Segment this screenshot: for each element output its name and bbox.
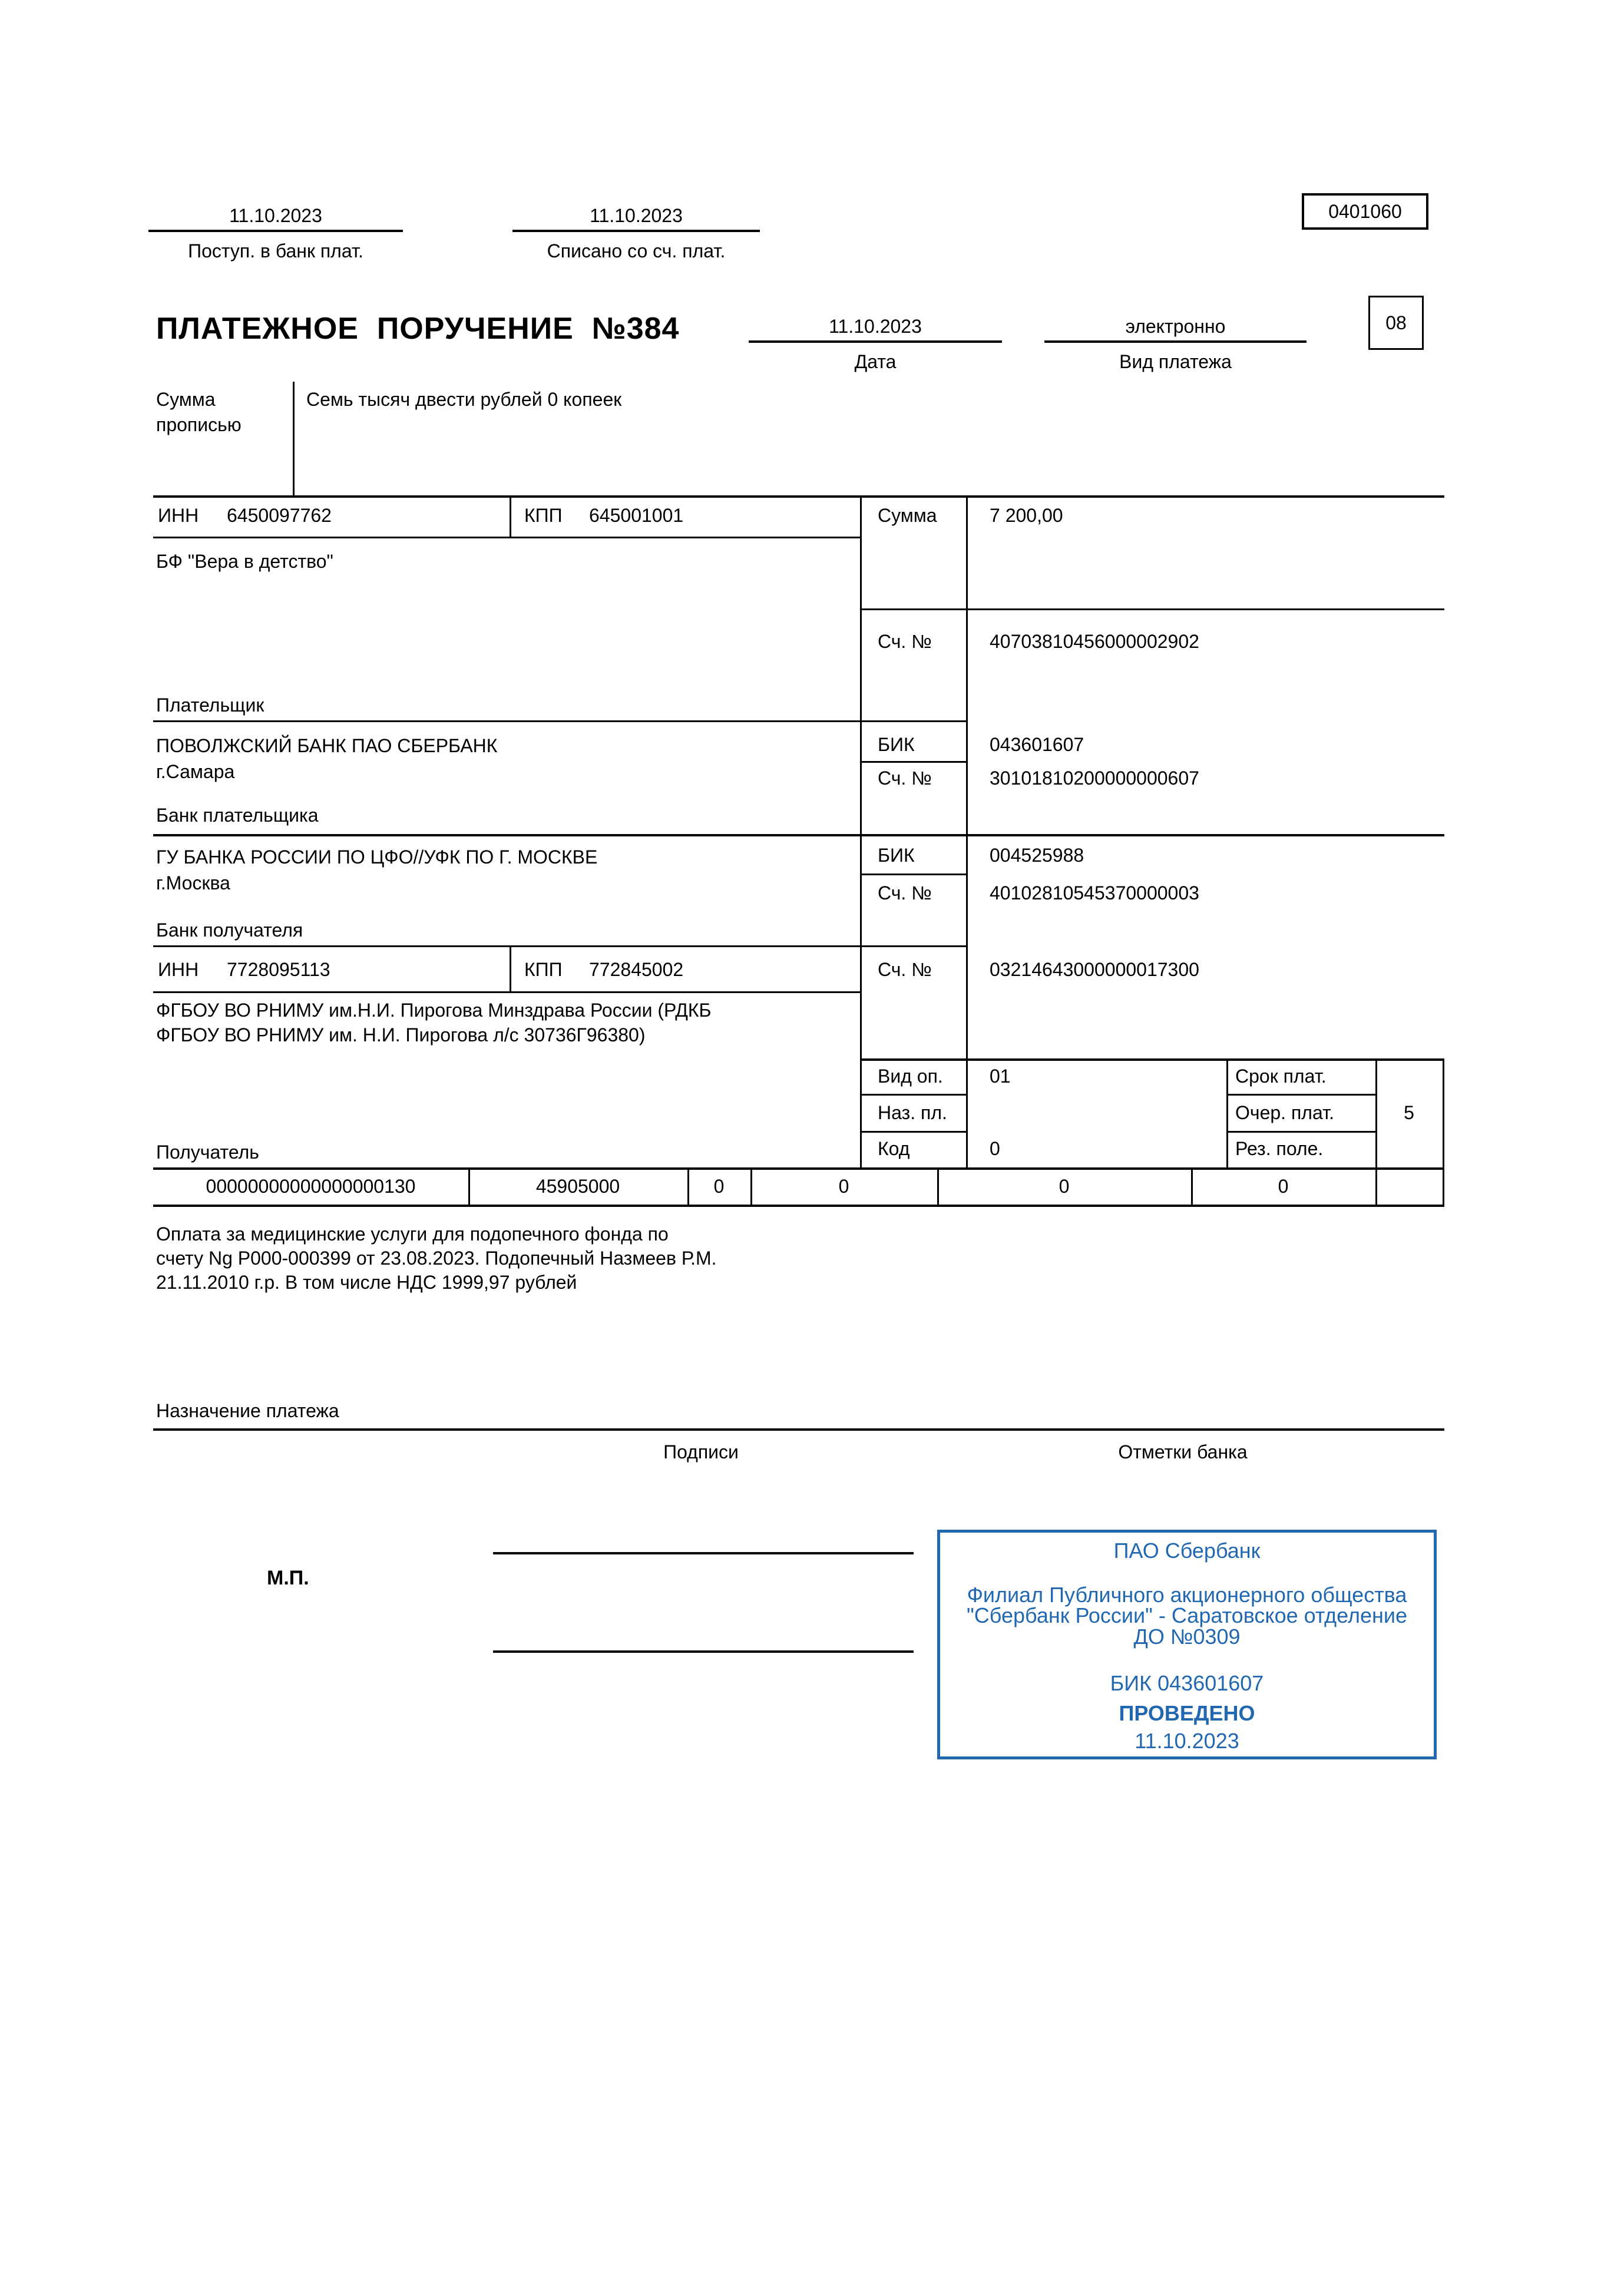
table-line	[1226, 1131, 1375, 1133]
amount-words-label-line1: Сумма	[156, 389, 216, 410]
payee-bank-city: г.Москва	[156, 872, 230, 894]
payee-bank-account-label: Сч. №	[878, 882, 932, 904]
payer-bank-account-label: Сч. №	[878, 767, 932, 789]
table-line	[510, 945, 511, 991]
received-date-underline	[148, 230, 403, 232]
table-line	[1375, 1058, 1377, 1205]
payer-kpp-label: КПП	[524, 505, 563, 526]
payee-account-value: 03214643000000017300	[990, 959, 1199, 980]
table-line	[153, 1205, 1444, 1207]
reserve-field-label: Рез. поле.	[1235, 1138, 1324, 1159]
table-line	[860, 608, 1444, 610]
signature-line	[493, 1650, 914, 1653]
payer-name: БФ "Вера в детство"	[156, 551, 333, 572]
stamp-place-label: М.П.	[267, 1567, 309, 1589]
payer-bank-account-value: 30101810200000000607	[990, 767, 1199, 789]
table-line	[860, 1058, 1444, 1061]
op-kind-value: 01	[990, 1066, 1011, 1087]
table-line	[153, 495, 1444, 498]
table-line	[153, 1167, 1444, 1170]
kbk-code: 00000000000000000130	[206, 1176, 416, 1197]
payee-bank-name: ГУ БАНКА РОССИИ ПО ЦФО//УФК ПО Г. МОСКВЕ	[156, 846, 598, 868]
bank-marks-label: Отметки банка	[1118, 1441, 1248, 1463]
payer-account-label: Сч. №	[878, 631, 932, 652]
payer-section-label: Плательщик	[156, 694, 264, 716]
document-date: 11.10.2023	[829, 316, 922, 337]
signature-line	[493, 1552, 914, 1554]
table-line	[860, 495, 862, 1167]
received-date: 11.10.2023	[229, 205, 322, 226]
payee-bank-section-label: Банк получателя	[156, 919, 303, 941]
payee-name-line1: ФГБОУ ВО РНИМУ им.Н.И. Пирогова Минздрава России (РДКБ	[156, 1000, 712, 1021]
order-label: Очер. плат.	[1235, 1102, 1335, 1123]
payee-bank-bik-value: 004525988	[990, 845, 1084, 866]
table-line	[860, 1094, 966, 1096]
payer-inn-label: ИНН	[158, 505, 199, 526]
table-line	[153, 1428, 1444, 1431]
payment-kind-underline	[1044, 340, 1307, 343]
payee-kpp-label: КПП	[524, 959, 563, 980]
due-date-label: Срок плат.	[1235, 1066, 1327, 1087]
payee-section-label: Получатель	[156, 1142, 259, 1163]
payment-basis: 0	[713, 1176, 725, 1197]
payee-account-label: Сч. №	[878, 959, 932, 980]
stamp-branch-line3: ДО №0309	[1133, 1625, 1241, 1649]
status-code-box: 08	[1368, 296, 1424, 350]
amount-words-value: Семь тысяч двести рублей 0 копеек	[306, 389, 622, 410]
amount-words-label-line2: прописью	[156, 414, 242, 435]
purpose-code-label: Наз. пл.	[878, 1102, 947, 1123]
date-label: Дата	[854, 351, 897, 372]
stamp-date: 11.10.2023	[1135, 1729, 1239, 1753]
payer-kpp-value: 645001001	[589, 505, 684, 526]
table-line	[153, 945, 966, 947]
table-line	[1443, 1058, 1444, 1205]
document-number-code: 0	[1059, 1176, 1070, 1197]
payment-kind-label: Вид платежа	[1119, 351, 1232, 372]
table-line	[860, 1131, 966, 1133]
payment-kind-value: электронно	[1125, 316, 1226, 337]
order-value: 5	[1404, 1102, 1414, 1123]
stamp-branch-line2: "Сбербанк России" - Саратовское отделение	[966, 1603, 1408, 1627]
stamp-status: ПРОВЕДЕНО	[1119, 1701, 1255, 1725]
stamp-branch-line1: Филиал Публичного акционерного общества	[967, 1583, 1407, 1607]
code-value: 0	[990, 1138, 1000, 1159]
purpose-line1: Оплата за медицинские услуги для подопечного фонда по	[156, 1223, 669, 1245]
table-line	[1226, 1094, 1375, 1096]
payer-bank-city: г.Самара	[156, 761, 235, 782]
table-line	[860, 874, 966, 875]
debited-date: 11.10.2023	[590, 205, 683, 226]
tax-period: 0	[838, 1176, 849, 1197]
table-line	[860, 761, 966, 763]
purpose-line3: 21.11.2010 г.р. В том числе НДС 1999,97 рублей	[156, 1272, 577, 1293]
payee-inn-label: ИНН	[158, 959, 199, 980]
payee-bank-account-value: 40102810545370000003	[990, 882, 1199, 904]
payee-kpp-value: 772845002	[589, 959, 684, 980]
document-title: ПЛАТЕЖНОЕ ПОРУЧЕНИЕ №384	[156, 312, 680, 346]
payee-name-line2: ФГБОУ ВО РНИМУ им. Н.И. Пирогова л/с 30736Г96380)	[156, 1024, 646, 1046]
table-line	[510, 495, 511, 537]
purpose-line2: счету Ng Р000-000399 от 23.08.2023. Подопечный Назмеев Р.М.	[156, 1248, 717, 1269]
payer-account-value: 40703810456000002902	[990, 631, 1199, 652]
code-label: Код	[878, 1138, 910, 1159]
table-line	[153, 720, 966, 722]
payer-bank-name: ПОВОЛЖСКИЙ БАНК ПАО СБЕРБАНК	[156, 735, 498, 756]
table-line	[153, 834, 1444, 836]
payer-inn-value: 6450097762	[227, 505, 332, 526]
oktmo-code: 45905000	[535, 1176, 620, 1197]
sum-label: Сумма	[878, 505, 937, 526]
document-date-code: 0	[1278, 1176, 1289, 1197]
stamp-bik: БИК 043601607	[1110, 1671, 1264, 1695]
signatures-label: Подписи	[663, 1441, 739, 1463]
table-line	[966, 495, 968, 1167]
purpose-section-label: Назначение платежа	[156, 1400, 339, 1421]
sum-value: 7 200,00	[990, 505, 1063, 526]
received-date-label: Поступ. в банк плат.	[188, 240, 363, 262]
payer-bank-section-label: Банк плательщика	[156, 805, 319, 826]
payer-bank-bik-label: БИК	[878, 734, 915, 755]
payer-bank-bik-value: 043601607	[990, 734, 1084, 755]
debited-date-underline	[512, 230, 760, 232]
table-line	[153, 991, 860, 993]
op-kind-label: Вид оп.	[878, 1066, 943, 1087]
payee-bank-bik-label: БИК	[878, 845, 915, 866]
table-line	[1226, 1058, 1228, 1167]
amount-words-divider	[293, 382, 295, 495]
date-underline	[749, 340, 1002, 343]
table-line	[153, 537, 860, 538]
debited-date-label: Списано со сч. плат.	[547, 240, 726, 262]
payee-inn-value: 7728095113	[227, 959, 330, 980]
stamp-bank-name: ПАО Сбербанк	[1113, 1539, 1261, 1563]
form-code-box: 0401060	[1302, 193, 1428, 230]
